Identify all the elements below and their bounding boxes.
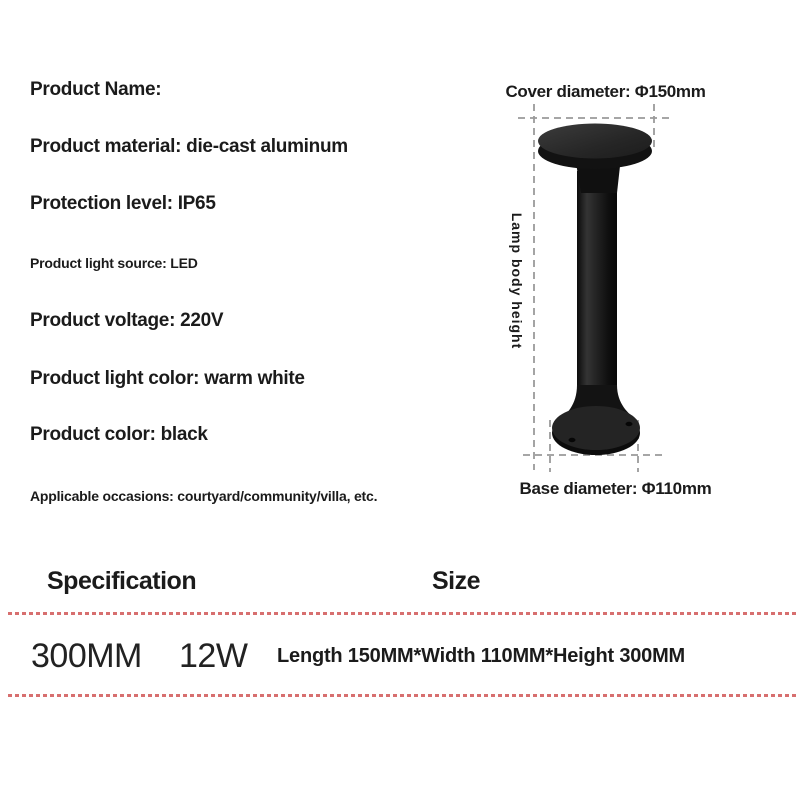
cover-diameter-label: Cover diameter: Φ150mm [505, 82, 706, 101]
base-diameter-label: Base diameter: Φ110mm [519, 479, 712, 498]
size-value-cell: Length 150MM*Width 110MM*Height 300MM [277, 645, 686, 667]
spec-protection: Protection level: IP65 [30, 193, 216, 214]
size-header: Size [432, 567, 481, 595]
spec-light-color: Product light color: warm white [30, 368, 305, 389]
lamp-illustration [460, 75, 740, 515]
lamp-base-top [552, 406, 640, 450]
spec-light-source: Product light source: LED [30, 255, 198, 271]
lamp-body-height-label: Lamp body height [509, 212, 525, 350]
spec-occasions: Applicable occasions: courtyard/community/villa, etc. [30, 488, 378, 504]
lamp-cover-top [538, 124, 652, 159]
specification-header: Specification [47, 567, 197, 595]
bollard-lamp [538, 124, 652, 456]
spec-product-name: Product Name: [30, 79, 162, 100]
spec-color: Product color: black [30, 424, 208, 445]
lamp-pole [577, 171, 617, 395]
base-screw-hole [569, 438, 576, 442]
base-screw-hole [626, 422, 633, 426]
spec-material: Product material: die-cast aluminum [30, 136, 348, 157]
dashed-divider [8, 694, 796, 697]
spec-voltage: Product voltage: 220V [30, 310, 224, 331]
spec-value-cell: 300MM [31, 637, 142, 675]
power-value-cell: 12W [179, 637, 248, 675]
dashed-divider [8, 612, 796, 615]
